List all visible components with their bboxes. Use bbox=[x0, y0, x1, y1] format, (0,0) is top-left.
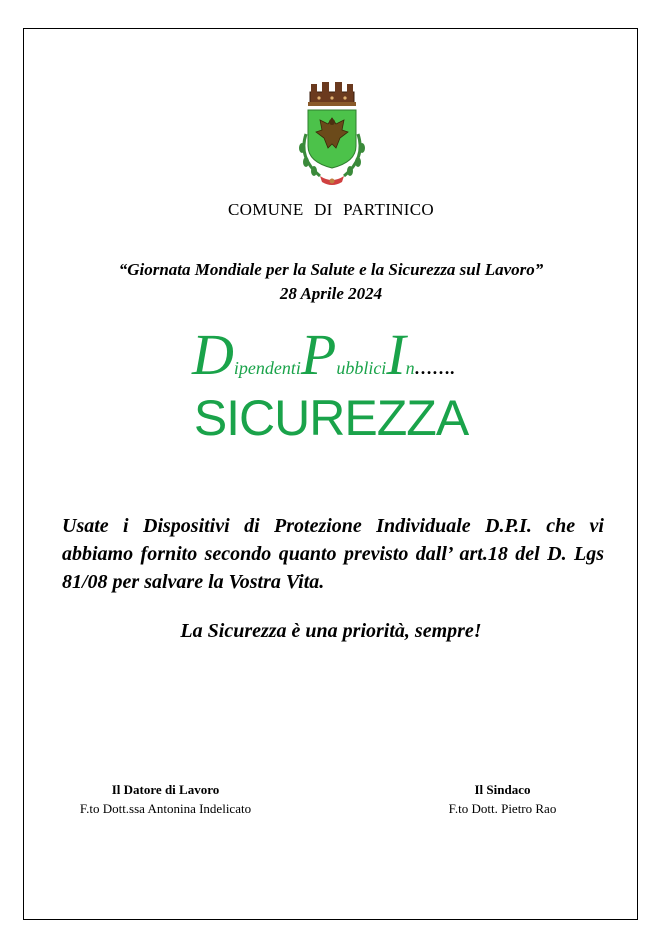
signature-mayor bbox=[420, 780, 585, 818]
signature-employer bbox=[58, 780, 273, 818]
comune-heading: COMUNE DI PARTINICO bbox=[228, 200, 434, 219]
event-date: 28 Aprile 2024 bbox=[279, 284, 383, 303]
dpi-initial-p: P bbox=[300, 322, 337, 387]
dpi-word-pubblici: ubblici bbox=[336, 358, 387, 378]
signature-employer-name: F.to Dott.ssa Antonina Indelicato bbox=[79, 801, 252, 816]
dpi-initial-i: I bbox=[386, 322, 406, 387]
dpi-initial-d: D bbox=[192, 322, 234, 387]
signature-employer-role: Il Datore di Lavoro bbox=[111, 782, 220, 797]
partinico-coat-of-arms-icon bbox=[292, 78, 372, 193]
dpi-message-paragraph: Usate i Dispositivi di Protezione Individuale D.P.I. che vi abbiamo fornito secondo quanto previsto dall’ art.18 del D. Lgs 81/08 per salvare la Vostra Vita. bbox=[62, 515, 604, 593]
signature-mayor-role: Il Sindaco bbox=[474, 782, 531, 797]
dpi-word-dipendenti: ipendenti bbox=[233, 358, 301, 378]
priority-statement: La Sicurezza è una priorità, sempre! bbox=[180, 620, 482, 642]
sicurezza-heading: SICUREZZA bbox=[193, 390, 469, 446]
dpi-acronym-line bbox=[192, 322, 572, 387]
dpi-ellipsis: ……. bbox=[414, 358, 456, 378]
dpi-word-in: n bbox=[405, 358, 415, 378]
event-title: “Giornata Mondiale per la Salute e la Sicurezza sul Lavoro” bbox=[118, 260, 544, 279]
signature-mayor-name: F.to Dott. Pietro Rao bbox=[448, 801, 557, 816]
